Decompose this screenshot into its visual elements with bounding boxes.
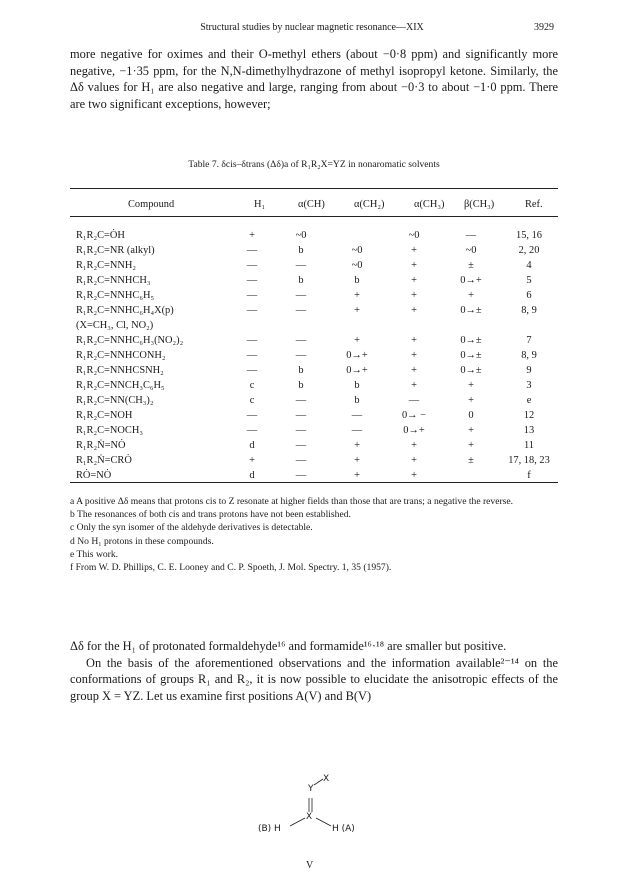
col-header-alpha-ch2: α(CH₂) bbox=[354, 199, 385, 210]
cell-compound: R₁R₂Ṅ=NȮ bbox=[76, 440, 126, 451]
cell-beta-ch3: 0→± bbox=[460, 365, 482, 376]
cell-compound: R₁R₂C=NNHCH₃ bbox=[76, 275, 151, 286]
cell-alpha-ch: — bbox=[295, 455, 307, 466]
footnotes bbox=[70, 495, 558, 574]
cell-ref: 15, 16 bbox=[516, 230, 542, 241]
cell-h1: c bbox=[249, 395, 255, 406]
footnote: f From W. D. Phillips, C. E. Looney and C. P. Spoeth, J. Mol. Spectry. 1, 35 (1957). bbox=[70, 562, 392, 574]
cell-beta-ch3: + bbox=[468, 380, 474, 391]
diagram-ha: H (A) bbox=[332, 824, 355, 834]
cell-alpha-ch2: + bbox=[354, 305, 360, 316]
cell-alpha-ch: — bbox=[295, 425, 307, 436]
table-row bbox=[70, 318, 558, 333]
table-row bbox=[70, 363, 558, 378]
bond-x-hb bbox=[290, 818, 305, 826]
cell-alpha-ch2: 0→+ bbox=[346, 365, 368, 376]
cell-alpha-ch: — bbox=[295, 290, 307, 301]
cell-beta-ch3 bbox=[442, 468, 500, 483]
cell-alpha-ch2: 0→+ bbox=[346, 350, 368, 361]
cell-compound: R₁R₂C=NNHC₆H₄X(p) bbox=[76, 305, 174, 316]
cell-beta-ch3: 0→± bbox=[460, 350, 482, 361]
cell-beta-ch3: + bbox=[468, 395, 474, 406]
cell-compound: R₁R₂C=NN(CH₃)₂ bbox=[76, 395, 154, 406]
cell-alpha-ch3: 0→ − bbox=[401, 410, 427, 421]
cell-alpha-ch3: + bbox=[411, 470, 417, 481]
table-row bbox=[70, 348, 558, 363]
cell-beta-ch3: + bbox=[468, 440, 474, 451]
table-header-rule bbox=[70, 216, 558, 217]
cell-alpha-ch2: ~0 bbox=[351, 245, 363, 256]
cell-h1: — bbox=[246, 245, 258, 256]
cell-alpha-ch2 bbox=[328, 228, 386, 243]
table-top-rule bbox=[70, 188, 558, 189]
table-row bbox=[70, 453, 558, 468]
cell-compound: R₁R₂C=NNHC₆H₃(NO₂)₂ bbox=[76, 335, 184, 346]
cell-ref: 13 bbox=[523, 425, 535, 436]
cell-alpha-ch: — bbox=[295, 395, 307, 406]
cell-beta-ch3: 0 bbox=[468, 410, 474, 421]
cell-beta-ch3: ± bbox=[468, 455, 474, 466]
cell-alpha-ch3: + bbox=[411, 260, 417, 271]
cell-compound: R₁R₂C=NNHCSNH₂ bbox=[76, 365, 164, 376]
cell-beta-ch3 bbox=[442, 318, 500, 333]
cell-ref: e bbox=[526, 395, 532, 406]
cell-h1: — bbox=[246, 335, 258, 346]
cell-h1: + bbox=[249, 455, 255, 466]
cell-alpha-ch2: b bbox=[354, 275, 360, 286]
cell-alpha-ch bbox=[274, 318, 328, 333]
cell-compound: R₁R₂C=NOCH₃ bbox=[76, 425, 143, 436]
cell-compound: R₁R₂C=ȮH bbox=[76, 230, 125, 241]
cell-alpha-ch: — bbox=[295, 305, 307, 316]
cell-alpha-ch2: — bbox=[351, 410, 363, 421]
cell-alpha-ch: b bbox=[298, 275, 304, 286]
col-header-h1: H₁ bbox=[254, 199, 266, 210]
cell-alpha-ch: ~0 bbox=[295, 230, 307, 241]
cell-h1: — bbox=[246, 290, 258, 301]
cell-alpha-ch2: b bbox=[354, 395, 360, 406]
cell-h1: — bbox=[246, 275, 258, 286]
cell-alpha-ch3: + bbox=[411, 380, 417, 391]
cell-ref: 4 bbox=[526, 260, 532, 271]
cell-beta-ch3: 0→± bbox=[460, 305, 482, 316]
cell-h1: + bbox=[249, 230, 255, 241]
cell-alpha-ch2: ~0 bbox=[351, 260, 363, 271]
cell-compound: R₁R₂C=NNH₂ bbox=[76, 260, 137, 271]
col-header-ref: Ref. bbox=[525, 199, 543, 210]
body-text bbox=[70, 638, 558, 704]
cell-alpha-ch3: + bbox=[411, 245, 417, 256]
table-row bbox=[70, 378, 558, 393]
diagram-bonds bbox=[210, 770, 410, 840]
cell-beta-ch3: + bbox=[468, 425, 474, 436]
cell-alpha-ch3: + bbox=[411, 365, 417, 376]
cell-alpha-ch3: + bbox=[411, 335, 417, 346]
cell-alpha-ch2 bbox=[328, 318, 386, 333]
cell-h1: c bbox=[249, 380, 255, 391]
cell-ref: 3 bbox=[526, 380, 532, 391]
col-header-compound: Compound bbox=[128, 199, 175, 210]
table-row bbox=[70, 258, 558, 273]
cell-compound: R₁R₂C=NNHCONH₂ bbox=[76, 350, 166, 361]
cell-compound: (X=CH₃, Cl, NO₂) bbox=[76, 320, 154, 331]
cell-ref: 9 bbox=[526, 365, 532, 376]
cell-compound: R₁R₂Ṅ=CRȮ bbox=[76, 455, 132, 466]
cell-alpha-ch3: + bbox=[411, 440, 417, 451]
table-row bbox=[70, 333, 558, 348]
cell-alpha-ch: — bbox=[295, 470, 307, 481]
cell-compound: R₁R₂C=NR (alkyl) bbox=[76, 245, 155, 256]
cell-alpha-ch3: + bbox=[411, 290, 417, 301]
cell-h1: d bbox=[249, 440, 255, 451]
intro-paragraph: more negative for oximes and their O-methyl ethers (about −0·8 ppm) and significantly more negative, −1·35 ppm, for the N,N-dimethylhydrazone of methyl isopropyl ketone. Similarly, the Δδ values for H₁ are also negative and large, ranging from about −0·3 to about −1·0 ppm. There are two significant exceptions, however; bbox=[70, 47, 558, 111]
cell-alpha-ch2: — bbox=[351, 425, 363, 436]
cell-alpha-ch: b bbox=[298, 365, 304, 376]
cell-h1: — bbox=[246, 410, 258, 421]
table-row bbox=[70, 273, 558, 288]
table-row bbox=[70, 423, 558, 438]
page-number: 3929 bbox=[534, 22, 554, 33]
cell-ref: 7 bbox=[526, 335, 532, 346]
footnote: a A positive Δδ means that protons cis to Z resonate at higher fields than those that are trans; a negative the reverse. bbox=[70, 496, 514, 507]
cell-alpha-ch2: b bbox=[354, 380, 360, 391]
data-table bbox=[70, 228, 558, 483]
cell-beta-ch3: ± bbox=[468, 260, 474, 271]
col-header-alpha-ch: α(CH) bbox=[298, 199, 325, 210]
cell-beta-ch3: — bbox=[465, 230, 477, 241]
paragraph-protonated: Δδ for the H₁ of protonated formaldehyde¹⁶ and formamide¹⁶·¹⁸ are smaller but positive. bbox=[70, 639, 507, 653]
cell-alpha-ch: — bbox=[295, 335, 307, 346]
table-row bbox=[70, 303, 558, 318]
cell-compound: R₁R₂C=NNHC₆H₅ bbox=[76, 290, 155, 301]
cell-h1: — bbox=[246, 305, 258, 316]
col-header-alpha-ch3: α(CH₃) bbox=[414, 199, 445, 210]
table-row bbox=[70, 228, 558, 243]
cell-alpha-ch: — bbox=[295, 260, 307, 271]
cell-alpha-ch2: + bbox=[354, 440, 360, 451]
cell-compound: R₁R₂C=NOH bbox=[76, 410, 133, 421]
diagram-label: V bbox=[306, 860, 314, 871]
table-bottom-rule bbox=[70, 482, 558, 483]
bond-x-ha bbox=[316, 818, 331, 826]
cell-beta-ch3: 0→+ bbox=[460, 275, 482, 286]
cell-alpha-ch: — bbox=[295, 410, 307, 421]
table-row bbox=[70, 468, 558, 483]
cell-alpha-ch3: + bbox=[411, 275, 417, 286]
cell-beta-ch3: ~0 bbox=[465, 245, 477, 256]
col-header-beta-ch3: β(CH₃) bbox=[464, 199, 495, 210]
cell-beta-ch3: 0→± bbox=[460, 335, 482, 346]
cell-h1: — bbox=[246, 365, 258, 376]
cell-ref bbox=[500, 318, 558, 333]
cell-alpha-ch3: + bbox=[411, 350, 417, 361]
cell-ref: f bbox=[527, 470, 531, 481]
bond-y-x bbox=[314, 779, 323, 785]
cell-alpha-ch2: + bbox=[354, 290, 360, 301]
diagram-x-top: X bbox=[323, 774, 330, 784]
footnote: d No H₁ protons in these compounds. bbox=[70, 535, 214, 547]
cell-ref: 8, 9 bbox=[521, 305, 537, 316]
cell-ref: 11 bbox=[523, 440, 534, 451]
cell-alpha-ch3: + bbox=[411, 455, 417, 466]
table-caption: Table 7. δcis–δtrans (Δδ)a of R₁R₂X=YZ in nonaromatic solvents bbox=[188, 159, 440, 170]
footnote: c Only the syn isomer of the aldehyde derivatives is detectable. bbox=[70, 522, 313, 534]
cell-alpha-ch3: + bbox=[411, 305, 417, 316]
cell-h1: d bbox=[249, 470, 255, 481]
cell-ref: 17, 18, 23 bbox=[508, 455, 550, 466]
cell-alpha-ch3 bbox=[386, 318, 442, 333]
cell-alpha-ch2: + bbox=[354, 335, 360, 346]
cell-alpha-ch: — bbox=[295, 440, 307, 451]
cell-alpha-ch3: 0→+ bbox=[403, 425, 425, 436]
footnote: b The resonances of both cis and trans protons have not been established. bbox=[70, 509, 351, 521]
cell-ref: 8, 9 bbox=[521, 350, 537, 361]
cell-ref: 12 bbox=[523, 410, 535, 421]
table-row bbox=[70, 243, 558, 258]
table-row bbox=[70, 288, 558, 303]
cell-alpha-ch3: — bbox=[408, 395, 420, 406]
cell-ref: 5 bbox=[526, 275, 532, 286]
running-title: Structural studies by nuclear magnetic resonance—XIX bbox=[200, 22, 424, 33]
table-row bbox=[70, 408, 558, 423]
diagram-hb: (B) H bbox=[258, 824, 281, 834]
table-row bbox=[70, 438, 558, 453]
cell-ref: 6 bbox=[526, 290, 532, 301]
cell-h1: — bbox=[246, 425, 258, 436]
cell-alpha-ch: — bbox=[295, 350, 307, 361]
cell-alpha-ch2: + bbox=[354, 455, 360, 466]
cell-compound: R₁R₂C=NNCH₃C₆H₅ bbox=[76, 380, 165, 391]
cell-ref: 2, 20 bbox=[518, 245, 540, 256]
diagram-x-atom: X bbox=[306, 812, 313, 822]
cell-alpha-ch3: ~0 bbox=[408, 230, 420, 241]
footnote: e This work. bbox=[70, 548, 119, 560]
cell-alpha-ch: b bbox=[298, 245, 304, 256]
cell-compound: RȮ=NȮ bbox=[76, 470, 112, 481]
cell-alpha-ch2: + bbox=[354, 470, 360, 481]
cell-alpha-ch: b bbox=[298, 380, 304, 391]
cell-h1: — bbox=[246, 350, 258, 361]
structure-diagram bbox=[210, 770, 410, 875]
cell-h1 bbox=[230, 318, 274, 333]
cell-beta-ch3: + bbox=[468, 290, 474, 301]
cell-h1: — bbox=[246, 260, 258, 271]
paragraph-conformations: On the basis of the aforementioned observations and the information available²⁻¹⁴ on the conformations of groups R₁ and R₂, it is now possible to elucidate the anisotropic effects of the group X = YZ. Let us examine first positions A(V) and B(V) bbox=[70, 655, 558, 703]
table-row bbox=[70, 393, 558, 408]
diagram-y-atom: Y bbox=[308, 784, 314, 794]
